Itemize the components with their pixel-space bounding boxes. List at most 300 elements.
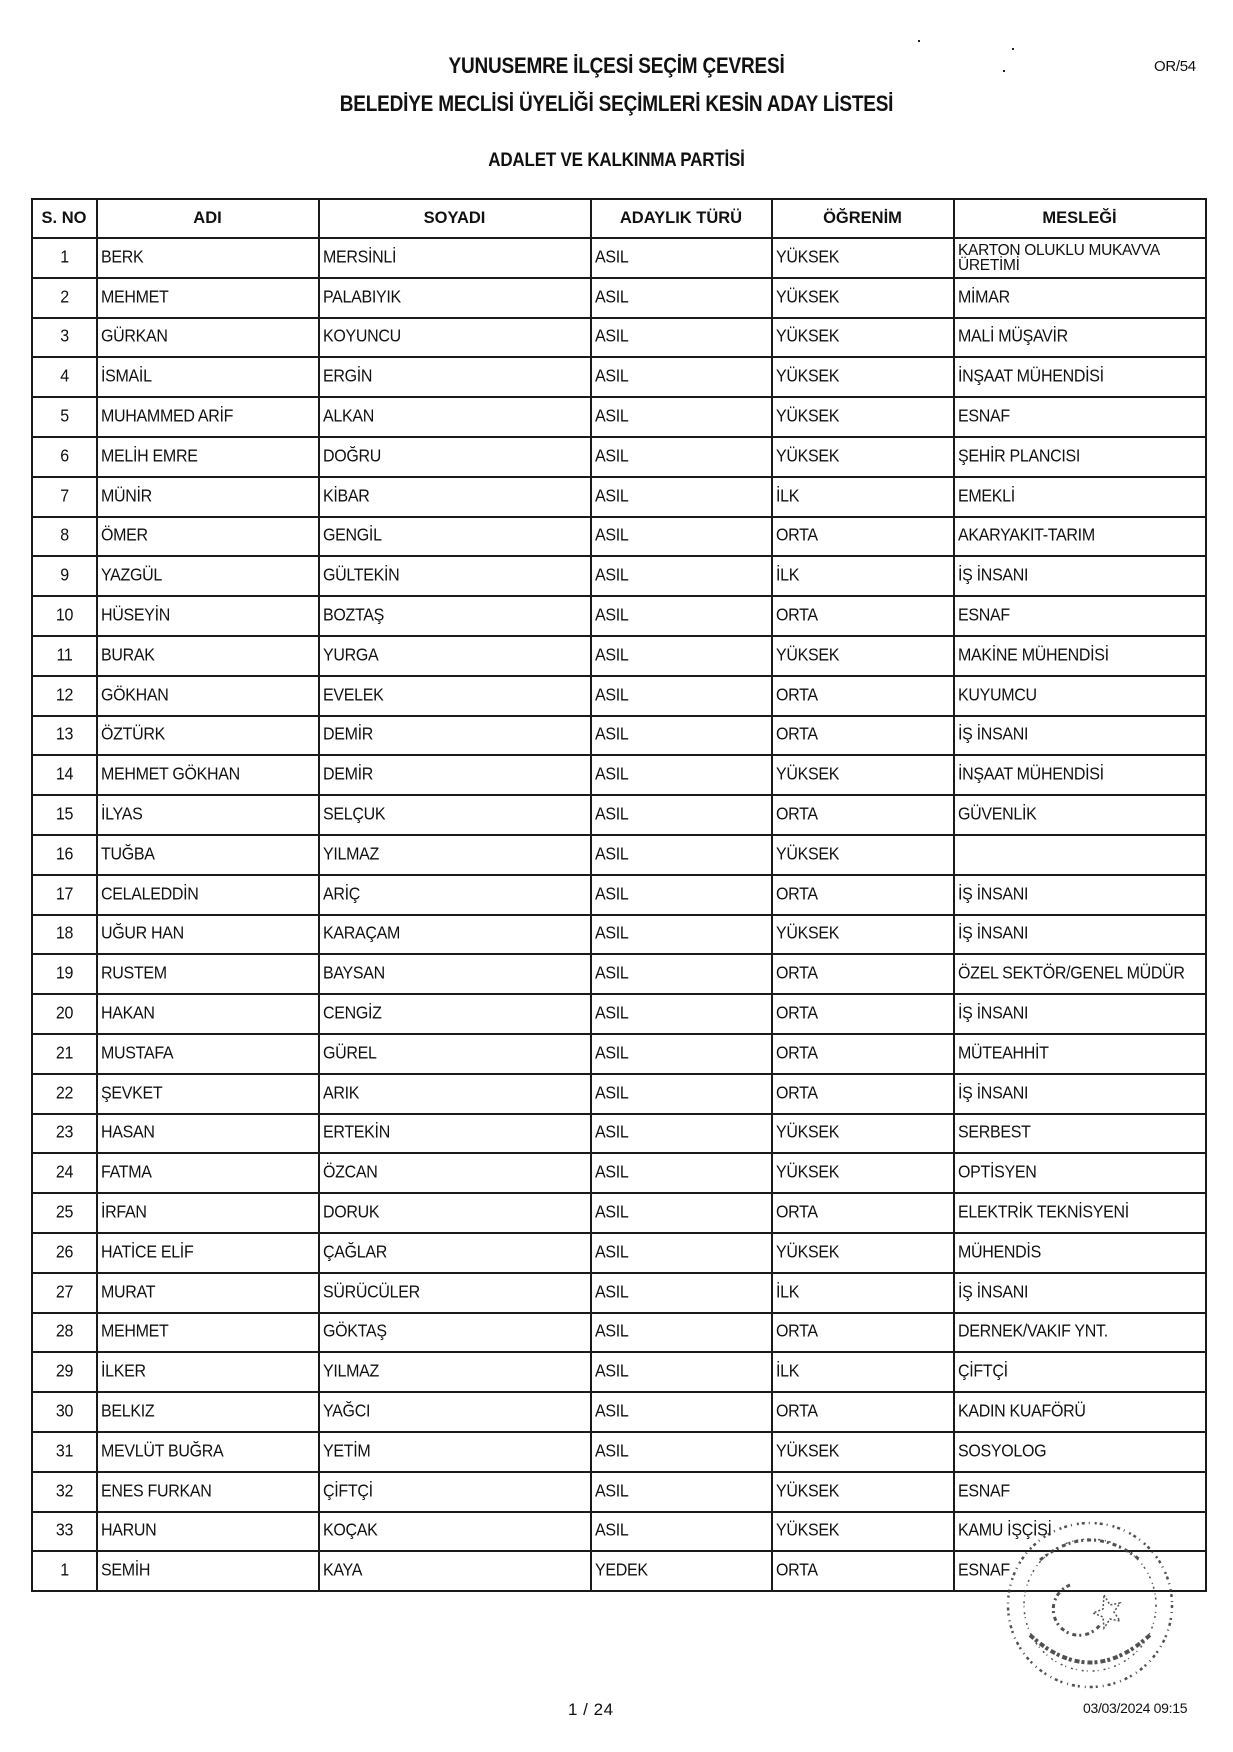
cell-education-text: İLK: [776, 1282, 800, 1302]
cell-name: [97, 1233, 319, 1273]
cell-profession-text: ÇİFTÇİ: [958, 1362, 1008, 1382]
cell-candidacy-type-text: ASIL: [595, 884, 629, 904]
scan-speck: [1003, 70, 1005, 72]
cell-profession-text: KARTON OLUKLU MUKAVVA ÜRETİMİ: [958, 241, 1160, 274]
cell-education: [772, 517, 954, 557]
cell-candidacy-type: [591, 716, 772, 756]
candidate-table: [31, 198, 1207, 1592]
cell-profession: [954, 517, 1206, 557]
cell-profession: [954, 477, 1206, 517]
cell-sno-text: 2: [60, 287, 69, 307]
cell-candidacy-type-text: ASIL: [595, 1362, 629, 1382]
cell-surname: [319, 238, 591, 278]
cell-profession-text: İŞ İNSANI: [958, 1003, 1029, 1023]
cell-sno: [32, 1472, 97, 1512]
cell-name: [97, 318, 319, 358]
cell-surname-text: YETİM: [323, 1441, 371, 1461]
cell-candidacy-type-text: ASIL: [595, 446, 629, 466]
cell-profession-text: AKARYAKIT-TARIM: [958, 526, 1095, 546]
cell-name-text: MÜNİR: [101, 486, 152, 506]
cell-surname: [319, 716, 591, 756]
cell-candidacy-type: [591, 1392, 772, 1432]
cell-name: [97, 1472, 319, 1512]
cell-sno: [32, 1352, 97, 1392]
cell-surname: [319, 1472, 591, 1512]
cell-surname: [319, 278, 591, 318]
cell-sno-text: 1: [60, 247, 69, 267]
cell-education: [772, 676, 954, 716]
cell-surname: [319, 556, 591, 596]
stamp-lower-text: [1030, 1635, 1150, 1663]
cell-profession-text: SOSYOLOG: [958, 1441, 1047, 1461]
cell-sno-text: 13: [55, 725, 74, 745]
cell-education-text: İLK: [776, 566, 800, 586]
cell-profession: [954, 1551, 1206, 1591]
cell-education: [772, 437, 954, 477]
cell-candidacy-type: [591, 636, 772, 676]
cell-surname: [319, 1153, 591, 1193]
cell-candidacy-type-text: ASIL: [595, 327, 629, 347]
cell-education-text: ORTA: [776, 1003, 818, 1023]
table-row: [32, 1472, 1206, 1512]
cell-surname: [319, 795, 591, 835]
cell-candidacy-type: [591, 477, 772, 517]
cell-sno: [32, 1193, 97, 1233]
cell-name-text: HATİCE ELİF: [101, 1242, 194, 1262]
cell-profession: [954, 357, 1206, 397]
cell-surname-text: DORUK: [323, 1202, 380, 1222]
cell-sno: [32, 636, 97, 676]
cell-profession-text: ELEKTRİK TEKNİSYENİ: [958, 1202, 1129, 1222]
cell-candidacy-type-text: ASIL: [595, 1123, 629, 1143]
cell-profession: [954, 835, 1206, 875]
cell-surname: [319, 596, 591, 636]
cell-candidacy-type-text: ASIL: [595, 1003, 629, 1023]
cell-profession-text: ESNAF: [958, 406, 1010, 427]
cell-sno: [32, 795, 97, 835]
cell-name: [97, 1193, 319, 1233]
cell-name: [97, 1114, 319, 1154]
cell-education: [772, 318, 954, 358]
cell-surname-text: ÖZCAN: [323, 1163, 378, 1183]
cell-education: [772, 1352, 954, 1392]
cell-profession: [954, 1034, 1206, 1074]
cell-sno-text: 25: [55, 1202, 74, 1222]
cell-sno-text: 6: [60, 446, 69, 466]
cell-sno: [32, 1273, 97, 1313]
cell-name: [97, 1551, 319, 1591]
cell-profession: [954, 875, 1206, 915]
cell-profession: [954, 915, 1206, 955]
cell-sno: [32, 755, 97, 795]
table-row: [32, 676, 1206, 716]
cell-sno: [32, 397, 97, 437]
cell-surname-text: KOÇAK: [323, 1521, 378, 1541]
column-header-surname: SOYADI: [319, 199, 591, 238]
cell-candidacy-type-text: ASIL: [595, 1322, 629, 1342]
cell-education-text: YÜKSEK: [776, 645, 840, 665]
cell-profession-text: DERNEK/VAKIF YNT.: [958, 1322, 1108, 1342]
table-row: [32, 1273, 1206, 1313]
cell-name: [97, 994, 319, 1034]
cell-name-text: İLYAS: [101, 804, 143, 825]
cell-surname: [319, 875, 591, 915]
cell-candidacy-type: [591, 1512, 772, 1552]
cell-name: [97, 636, 319, 676]
table-row: [32, 278, 1206, 318]
cell-education: [772, 994, 954, 1034]
cell-education-text: ORTA: [776, 1322, 818, 1342]
cell-surname: [319, 1233, 591, 1273]
cell-surname-text: KİBAR: [323, 486, 370, 506]
cell-surname: [319, 1034, 591, 1074]
cell-profession-text: EMEKLİ: [958, 486, 1015, 506]
cell-name: [97, 1313, 319, 1353]
cell-education: [772, 835, 954, 875]
cell-candidacy-type: [591, 1114, 772, 1154]
cell-surname: [319, 1114, 591, 1154]
cell-surname-text: ARİÇ: [323, 884, 361, 904]
cell-education-text: YÜKSEK: [776, 1481, 840, 1501]
cell-candidacy-type: [591, 238, 772, 278]
cell-sno-text: 26: [55, 1242, 74, 1262]
cell-profession: [954, 1074, 1206, 1114]
cell-name: [97, 716, 319, 756]
cell-candidacy-type-text: ASIL: [595, 247, 629, 267]
stamp-star: [1093, 1595, 1120, 1628]
cell-surname-text: SELÇUK: [323, 804, 386, 825]
cell-sno: [32, 915, 97, 955]
cell-name-text: HARUN: [101, 1521, 157, 1541]
cell-surname-text: GENGİL: [323, 526, 382, 546]
cell-education-text: ORTA: [776, 685, 818, 705]
cell-profession: [954, 596, 1206, 636]
cell-profession: [954, 994, 1206, 1034]
cell-sno: [32, 517, 97, 557]
cell-name-text: HASAN: [101, 1123, 155, 1143]
cell-profession: [954, 397, 1206, 437]
cell-education: [772, 1512, 954, 1552]
cell-surname-text: BOZTAŞ: [323, 605, 385, 626]
cell-profession-text: ESNAF: [958, 1481, 1010, 1501]
cell-surname-text: ERGİN: [323, 367, 373, 387]
cell-name-text: CELALEDDİN: [101, 884, 199, 904]
cell-sno-text: 8: [60, 526, 69, 546]
table-row: [32, 716, 1206, 756]
cell-profession: [954, 1193, 1206, 1233]
cell-surname: [319, 318, 591, 358]
cell-education: [772, 1392, 954, 1432]
cell-surname-text: ARIK: [323, 1083, 360, 1103]
cell-sno-text: 11: [56, 645, 73, 665]
cell-profession: [954, 676, 1206, 716]
cell-name: [97, 437, 319, 477]
cell-candidacy-type-text: ASIL: [595, 765, 629, 785]
cell-sno-text: 21: [55, 1043, 74, 1063]
cell-candidacy-type-text: ASIL: [595, 1242, 629, 1262]
table-row: [32, 994, 1206, 1034]
cell-sno: [32, 278, 97, 318]
cell-profession: [954, 1392, 1206, 1432]
cell-surname: [319, 1074, 591, 1114]
cell-education: [772, 1313, 954, 1353]
table-row: [32, 875, 1206, 915]
cell-surname-text: MERSİNLİ: [323, 247, 397, 267]
cell-sno: [32, 1551, 97, 1591]
cell-education-text: YÜKSEK: [776, 844, 840, 864]
table-row: [32, 1551, 1206, 1591]
cell-education-text: YÜKSEK: [776, 367, 840, 387]
cell-candidacy-type: [591, 994, 772, 1034]
cell-candidacy-type-text: ASIL: [595, 367, 629, 387]
cell-education: [772, 1114, 954, 1154]
cell-profession-text: ÖZEL SEKTÖR/GENEL MÜDÜR: [958, 964, 1185, 984]
cell-education: [772, 1074, 954, 1114]
column-header-profession: MESLEĞİ: [954, 199, 1206, 238]
cell-candidacy-type: [591, 357, 772, 397]
column-header-candidacy-type: ADAYLIK TÜRÜ: [591, 199, 772, 238]
cell-candidacy-type-text: ASIL: [595, 844, 629, 864]
cell-sno-text: 19: [55, 964, 74, 984]
cell-profession: [954, 636, 1206, 676]
cell-name-text: GÖKHAN: [101, 685, 169, 705]
cell-name-text: RUSTEM: [101, 964, 167, 984]
cell-sno-text: 16: [55, 844, 74, 864]
cell-candidacy-type-text: ASIL: [595, 566, 629, 586]
table-row: [32, 596, 1206, 636]
table-row: [32, 1193, 1206, 1233]
cell-candidacy-type-text: ASIL: [595, 685, 629, 705]
cell-candidacy-type-text: ASIL: [595, 1163, 629, 1183]
cell-candidacy-type: [591, 1313, 772, 1353]
cell-education: [772, 875, 954, 915]
cell-education-text: ORTA: [776, 964, 818, 984]
cell-profession: [954, 1352, 1206, 1392]
cell-name-text: SEMİH: [101, 1561, 151, 1581]
cell-sno: [32, 1512, 97, 1552]
cell-name-text: ENES FURKAN: [101, 1481, 212, 1501]
table-row: [32, 318, 1206, 358]
cell-sno: [32, 1074, 97, 1114]
cell-profession: [954, 238, 1206, 278]
cell-name-text: TUĞBA: [101, 844, 155, 864]
cell-sno: [32, 716, 97, 756]
cell-surname: [319, 1551, 591, 1591]
cell-candidacy-type-text: ASIL: [595, 1083, 629, 1103]
cell-education: [772, 238, 954, 278]
cell-name: [97, 1034, 319, 1074]
cell-name-text: BELKIZ: [101, 1401, 155, 1421]
cell-profession-text: İŞ İNSANI: [958, 566, 1029, 586]
cell-name: [97, 1074, 319, 1114]
cell-name: [97, 278, 319, 318]
cell-name: [97, 676, 319, 716]
cell-surname: [319, 954, 591, 994]
cell-name-text: FATMA: [101, 1163, 152, 1183]
cell-education-text: YÜKSEK: [776, 1242, 840, 1262]
cell-education: [772, 716, 954, 756]
cell-profession-text: İŞ İNSANI: [958, 1083, 1029, 1103]
table-row: [32, 915, 1206, 955]
cell-candidacy-type: [591, 278, 772, 318]
table-row: [32, 517, 1206, 557]
print-datetime: 03/03/2024 09:15: [1083, 1700, 1188, 1716]
cell-candidacy-type: [591, 755, 772, 795]
cell-candidacy-type-text: ASIL: [595, 406, 629, 427]
cell-profession: [954, 318, 1206, 358]
cell-sno-text: 18: [55, 924, 74, 944]
cell-education-text: ORTA: [776, 605, 818, 626]
cell-education-text: ORTA: [776, 1043, 818, 1063]
table-row: [32, 835, 1206, 875]
cell-education: [772, 357, 954, 397]
cell-profession: [954, 1273, 1206, 1313]
cell-sno-text: 9: [60, 566, 69, 586]
table-row: [32, 1392, 1206, 1432]
cell-sno: [32, 954, 97, 994]
cell-surname: [319, 755, 591, 795]
cell-profession: [954, 556, 1206, 596]
cell-candidacy-type-text: ASIL: [595, 924, 629, 944]
cell-education: [772, 636, 954, 676]
table-row: [32, 795, 1206, 835]
cell-name: [97, 1352, 319, 1392]
cell-sno-text: 14: [55, 765, 74, 785]
cell-name: [97, 1153, 319, 1193]
cell-name: [97, 1512, 319, 1552]
cell-education-text: İLK: [776, 1362, 800, 1382]
cell-name: [97, 517, 319, 557]
cell-surname: [319, 1313, 591, 1353]
cell-profession: [954, 1512, 1206, 1552]
table-row: [32, 755, 1206, 795]
table-header-row: [32, 199, 1206, 238]
table-row: [32, 437, 1206, 477]
cell-candidacy-type-text: ASIL: [595, 1481, 629, 1501]
cell-sno-text: 1: [60, 1561, 69, 1581]
cell-profession: [954, 1432, 1206, 1472]
cell-name: [97, 795, 319, 835]
cell-education-text: ORTA: [776, 1561, 818, 1581]
cell-name-text: GÜRKAN: [101, 327, 168, 347]
cell-education: [772, 278, 954, 318]
cell-candidacy-type-text: ASIL: [595, 645, 629, 665]
table-row: [32, 954, 1206, 994]
stamp-crescent: [1053, 1585, 1100, 1635]
table-row: [32, 1352, 1206, 1392]
cell-name: [97, 915, 319, 955]
cell-surname-text: GÖKTAŞ: [323, 1322, 387, 1342]
cell-education-text: ORTA: [776, 526, 818, 546]
cell-education-text: ORTA: [776, 1401, 818, 1421]
cell-name-text: HÜSEYİN: [101, 605, 171, 626]
scan-speck: [918, 40, 920, 42]
cell-name: [97, 755, 319, 795]
cell-education-text: YÜKSEK: [776, 1123, 840, 1143]
cell-profession: [954, 755, 1206, 795]
cell-education: [772, 755, 954, 795]
cell-candidacy-type: [591, 1551, 772, 1591]
table-row: [32, 1313, 1206, 1353]
cell-education-text: YÜKSEK: [776, 924, 840, 944]
cell-sno-text: 27: [55, 1282, 74, 1302]
cell-surname-text: SÜRÜCÜLER: [323, 1282, 420, 1302]
cell-name-text: MEVLÜT BUĞRA: [101, 1441, 224, 1461]
cell-sno-text: 23: [55, 1123, 74, 1143]
cell-surname: [319, 1273, 591, 1313]
cell-education: [772, 1034, 954, 1074]
cell-candidacy-type-text: ASIL: [595, 1202, 629, 1222]
cell-candidacy-type: [591, 517, 772, 557]
cell-profession: [954, 1233, 1206, 1273]
cell-sno: [32, 1034, 97, 1074]
cell-sno-text: 17: [55, 884, 74, 904]
party-name: ADALET VE KALKINMA PARTİSİ: [488, 148, 745, 171]
document-title-line2: BELEDİYE MECLİSİ ÜYELİĞİ SEÇİMLERİ KESİN ADAY LİSTESİ: [339, 92, 894, 117]
cell-surname: [319, 636, 591, 676]
page-number: 1 / 24: [568, 1700, 614, 1719]
cell-candidacy-type-text: YEDEK: [595, 1561, 648, 1581]
cell-sno: [32, 994, 97, 1034]
cell-education: [772, 1193, 954, 1233]
cell-name: [97, 1432, 319, 1472]
cell-name-text: İSMAİL: [101, 367, 152, 387]
cell-profession: [954, 278, 1206, 318]
cell-name-text: MEHMET GÖKHAN: [101, 765, 240, 785]
cell-name-text: ÖMER: [101, 526, 148, 546]
cell-candidacy-type-text: ASIL: [595, 486, 629, 506]
cell-sno-text: 20: [55, 1003, 74, 1023]
cell-name-text: MELİH EMRE: [101, 446, 198, 466]
cell-education: [772, 1472, 954, 1512]
cell-sno: [32, 357, 97, 397]
cell-surname-text: KAYA: [323, 1561, 363, 1581]
cell-sno-text: 12: [55, 685, 74, 705]
cell-candidacy-type: [591, 1153, 772, 1193]
cell-name: [97, 954, 319, 994]
cell-surname-text: YILMAZ: [323, 844, 379, 864]
cell-name: [97, 397, 319, 437]
document-title-line1: YUNUSEMRE İLÇESİ SEÇİM ÇEVRESİ: [448, 54, 785, 79]
cell-sno: [32, 1313, 97, 1353]
cell-name: [97, 875, 319, 915]
cell-surname: [319, 1193, 591, 1233]
cell-profession-text: ESNAF: [958, 605, 1010, 626]
cell-education: [772, 1551, 954, 1591]
cell-candidacy-type-text: ASIL: [595, 1282, 629, 1302]
cell-sno: [32, 477, 97, 517]
cell-name-text: İRFAN: [101, 1202, 147, 1222]
cell-profession-text: MİMAR: [958, 287, 1010, 307]
cell-sno: [32, 676, 97, 716]
cell-education-text: YÜKSEK: [776, 327, 840, 347]
cell-sno-text: 4: [60, 367, 69, 387]
cell-education: [772, 954, 954, 994]
cell-surname-text: YURGA: [323, 645, 379, 665]
cell-candidacy-type-text: ASIL: [595, 605, 629, 626]
cell-sno: [32, 1153, 97, 1193]
cell-candidacy-type: [591, 1432, 772, 1472]
cell-sno: [32, 875, 97, 915]
cell-education: [772, 1153, 954, 1193]
cell-education: [772, 596, 954, 636]
cell-surname: [319, 1392, 591, 1432]
scan-speck: [1012, 48, 1014, 50]
cell-sno: [32, 596, 97, 636]
cell-profession-text: İŞ İNSANI: [958, 1282, 1029, 1302]
cell-candidacy-type-text: ASIL: [595, 964, 629, 984]
cell-education: [772, 795, 954, 835]
